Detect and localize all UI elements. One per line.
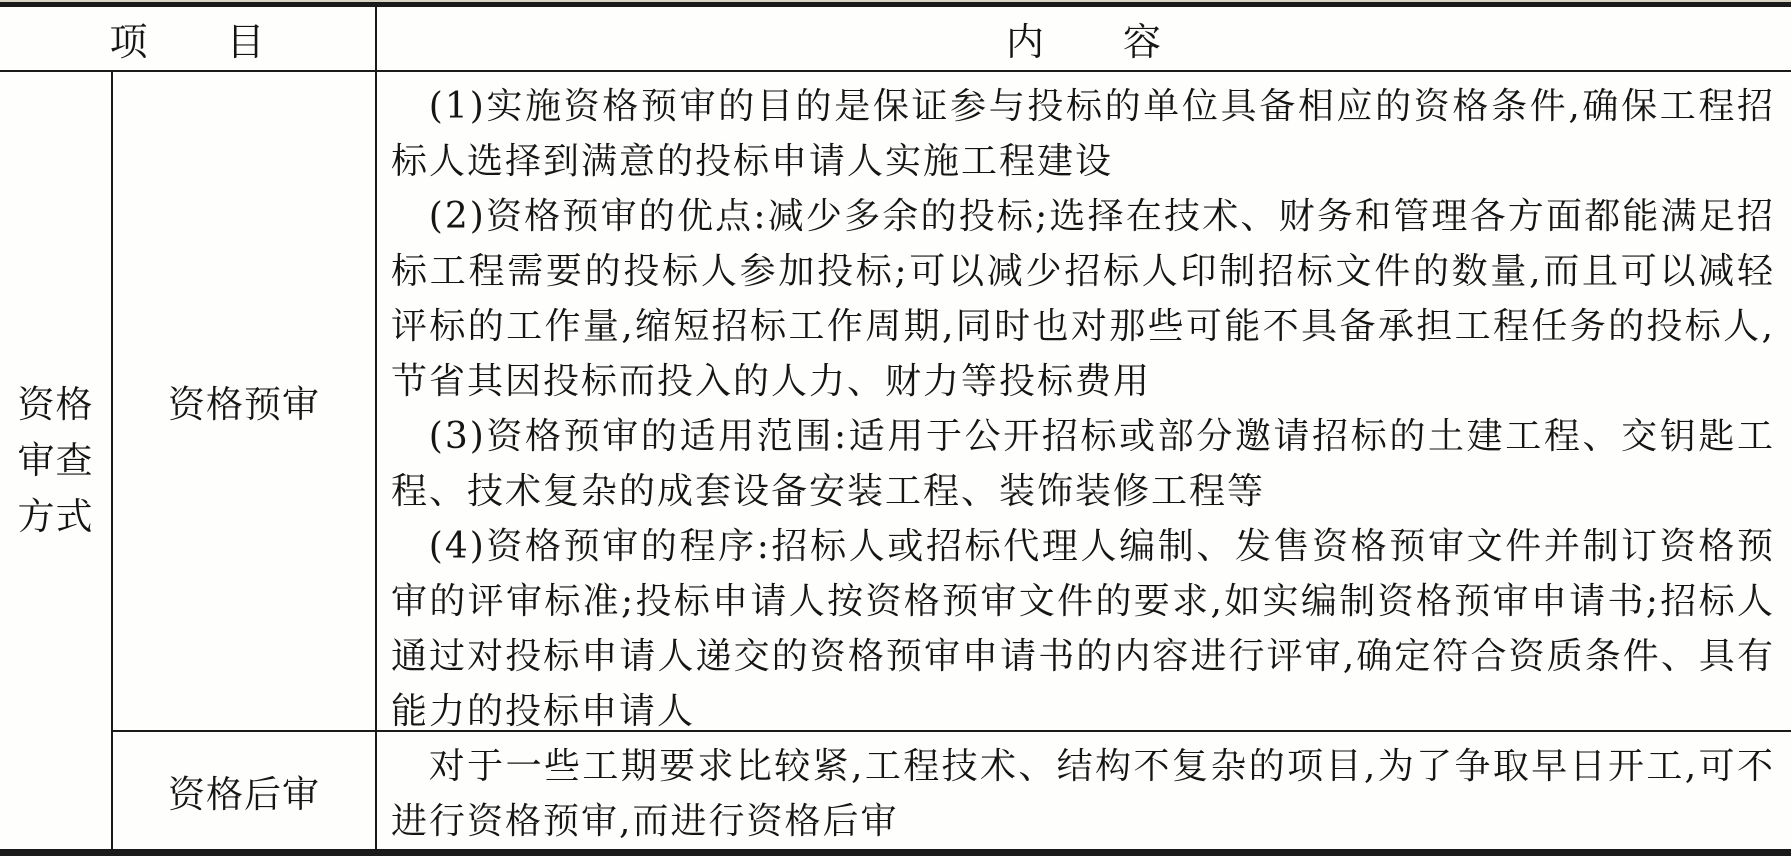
row-label-postqualification <box>113 732 377 849</box>
header-cell-project <box>0 7 377 72</box>
content-cell-prequalification <box>377 72 1791 732</box>
qualification-review-table <box>0 2 1791 856</box>
category-line-3: 方式 <box>17 494 94 538</box>
row-label-postqualification-text: 资格后审 <box>168 772 320 816</box>
category-cell-qualification-review-method <box>0 72 113 849</box>
category-label <box>18 377 94 545</box>
header-project-label: 项 目 <box>109 20 266 64</box>
postqualification-paragraph-1: 对于一些工期要求比较紧,工程技术、结构不复杂的项目,为了争取早日开工,可不进行资格预审,而进行资格后审 <box>391 746 1775 842</box>
row-label-prequalification-text: 资格预审 <box>168 383 320 426</box>
prequalification-paragraph-1: (1)实施资格预审的目的是保证参与投标的单位具备相应的资格条件,确保工程招标人选择到满意的投标申请人实施工程建设 <box>391 86 1775 182</box>
header-content-label: 内 容 <box>1005 20 1162 64</box>
header-cell-content <box>377 7 1791 72</box>
category-line-2: 审查 <box>17 438 94 482</box>
content-cell-postqualification <box>377 732 1791 849</box>
row-label-prequalification <box>113 72 377 732</box>
prequalification-paragraph-2: (2)资格预审的优点:减少多余的投标;选择在技术、财务和管理各方面都能满足招标工程需要的投标人参加投标;可以减少招标人印制招标文件的数量,而且可以减轻评标的工作量,缩短招标工作周期,同时也对那些可能不具备承担工程任务的投标人,节省其因投标而投入的人力、财力等投标费用 <box>391 196 1775 402</box>
prequalification-paragraph-4: (4)资格预审的程序:招标人或招标代理人编制、发售资格预审文件并制订资格预审的评审标准;投标申请人按资格预审文件的要求,如实编制资格预审申请书;招标人通过对投标申请人递交的资格预审申请书的内容进行评审,确定符合资质条件、具有能力的投标申请人 <box>391 526 1775 732</box>
prequalification-paragraph-3: (3)资格预审的适用范围:适用于公开招标或部分邀请招标的土建工程、交钥匙工程、技术复杂的成套设备安装工程、装饰装修工程等 <box>391 416 1775 512</box>
category-line-1: 资格 <box>17 382 94 426</box>
